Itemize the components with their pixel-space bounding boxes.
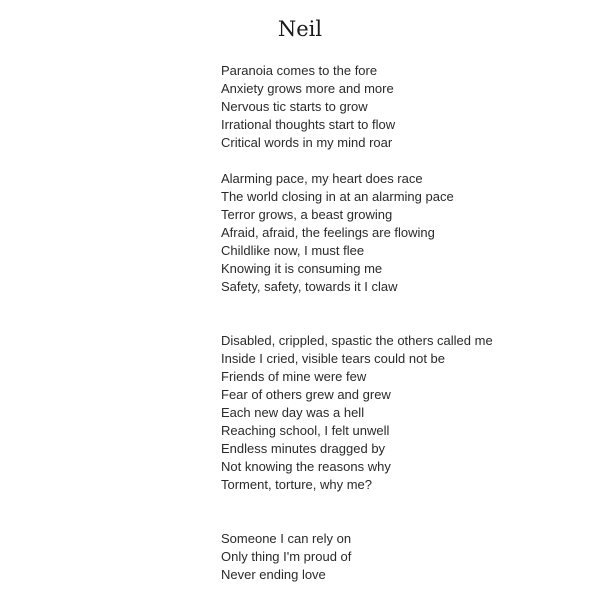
poem-body	[221, 62, 591, 584]
poem-line: Reaching school, I felt unwell	[221, 423, 390, 438]
poem-line: Each new day was a hell	[221, 405, 365, 420]
poem-line: Safety, safety, towards it I claw	[221, 279, 398, 294]
stanza-1	[221, 62, 591, 152]
stanza-spacer	[221, 152, 591, 170]
poem-line: Paranoia comes to the fore	[221, 63, 378, 78]
poem-line: Irrational thoughts start to flow	[221, 117, 396, 132]
poem-line: Never ending love	[221, 567, 326, 582]
stanza-3	[221, 332, 591, 494]
poem-line: Inside I cried, visible tears could not be	[221, 351, 446, 366]
poem-line: Afraid, afraid, the feelings are flowing	[221, 225, 435, 240]
poem-line: Anxiety grows more and more	[221, 81, 394, 96]
stanza-2	[221, 170, 591, 296]
poem-line: Alarming pace, my heart does race	[221, 171, 423, 186]
poem-line: Torment, torture, why me?	[221, 477, 372, 492]
poem-line: Childlike now, I must flee	[221, 243, 365, 258]
poem-line: Critical words in my mind roar	[221, 135, 393, 150]
stanza-spacer	[221, 296, 591, 332]
poem-line: Only thing I'm proud of	[221, 549, 352, 564]
poem-line: Knowing it is consuming me	[221, 261, 383, 276]
poem-line: Endless minutes dragged by	[221, 441, 386, 456]
poem-line: Not knowing the reasons why	[221, 459, 391, 474]
stanza-4	[221, 530, 591, 584]
poem-line: Fear of others grew and grew	[221, 387, 391, 402]
poem-title: Neil	[277, 17, 323, 41]
poem-line: Nervous tic starts to grow	[221, 99, 368, 114]
poem-line: Terror grows, a beast growing	[221, 207, 393, 222]
poem-line: Friends of mine were few	[221, 369, 367, 384]
poem-line: The world closing in at an alarming pace	[221, 189, 454, 204]
poem-line: Disabled, crippled, spastic the others called me	[221, 333, 493, 348]
stanza-spacer	[221, 494, 591, 530]
poem-line: Someone I can rely on	[221, 531, 352, 546]
